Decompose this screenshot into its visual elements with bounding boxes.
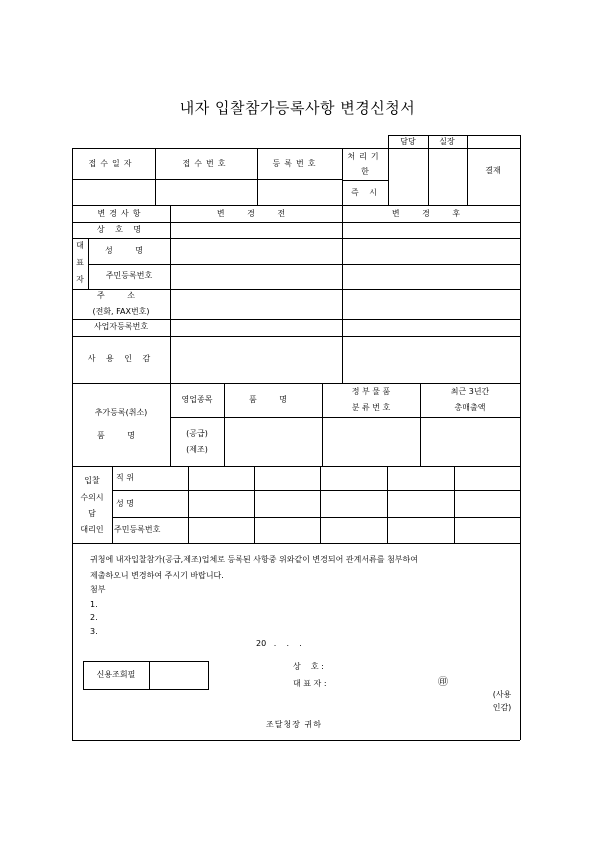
approval-staff-label: 담당	[400, 137, 416, 146]
classification-header-2: 분 류 번 호	[351, 403, 391, 412]
classification-header: 정 부 물 품	[351, 387, 391, 396]
sales-header-2: 총매출액	[454, 403, 486, 412]
request-text-line-2: 제출하오니 변경하여 주시기 바랍니다.	[90, 571, 224, 580]
address-sub-label: (전화, FAX번호)	[92, 307, 150, 316]
submission-date: 20 . . .	[256, 639, 302, 648]
items-label: 추가등록(취소)	[94, 408, 148, 417]
representative-label-1: 대	[76, 241, 84, 250]
company-name-label: 상 호 명	[96, 225, 146, 234]
address-label: 주 소	[97, 291, 145, 300]
approval-decision-label: 결재	[485, 166, 501, 175]
agent-label-4: 대리인	[80, 525, 104, 534]
seal-note-1: (사용	[492, 690, 512, 699]
agent-id-label: 주민등록번호	[114, 525, 161, 534]
after-change-header: 변 경 후	[391, 209, 471, 218]
business-number-label: 사업자등록번호	[93, 322, 149, 331]
items-label-2: 품 명	[97, 431, 145, 440]
supply-label: (공급)	[186, 429, 208, 438]
approval-chief-label: 실장	[439, 137, 455, 146]
registration-number-label: 등록번호	[272, 159, 320, 168]
representative-id-label: 주민등록번호	[105, 271, 153, 280]
page-title: 내자 입찰참가등록사항 변경신청서	[179, 99, 416, 117]
agent-label-1: 입찰	[84, 476, 100, 485]
sales-header: 최근 3년간	[450, 387, 490, 396]
agent-label-3: 담	[88, 509, 96, 518]
seal-label: 사 용 인 감	[87, 354, 155, 363]
attachment-item-1: 1.	[90, 600, 98, 609]
changes-header: 변경사항	[97, 209, 145, 218]
addressee: 조달청장 귀하	[266, 720, 322, 729]
applicant-representative-label: 대 표 자 :	[293, 679, 327, 688]
instant-label: 즉 시	[351, 188, 381, 197]
credit-check-label: 신용조회필	[96, 670, 136, 679]
agent-name-label: 성 명	[116, 499, 134, 508]
manufacture-label: (제조)	[186, 445, 208, 454]
representative-label-2: 표	[76, 258, 84, 267]
business-type-header: 영업종목	[181, 395, 213, 404]
seal-icon: ㊞	[438, 677, 448, 688]
attachment-label: 첨부	[90, 585, 106, 594]
agent-position-label: 직 위	[116, 473, 134, 482]
agent-label-2: 수의시	[80, 493, 104, 502]
representative-label-3: 자	[76, 275, 84, 284]
deadline-label-2: 한	[361, 167, 369, 176]
attachment-item-2: 2.	[90, 613, 98, 622]
before-change-header: 변 경 전	[216, 209, 296, 218]
representative-name-label: 성 명	[105, 246, 153, 255]
deadline-label: 처리기	[347, 152, 383, 161]
item-name-header: 품 명	[249, 395, 297, 404]
receipt-number-label: 접수번호	[182, 159, 230, 168]
request-text-line-1: 귀청에 내자입찰참가(공급,제조)업체로 등록된 사항중 위와같이 변경되어 관계서류를 첨부하여	[90, 555, 418, 564]
receipt-date-label: 접수일자	[88, 159, 136, 168]
attachment-item-3: 3.	[90, 627, 98, 636]
seal-note-2: 인감)	[492, 703, 512, 712]
applicant-company-label: 상 호 :	[293, 662, 324, 671]
